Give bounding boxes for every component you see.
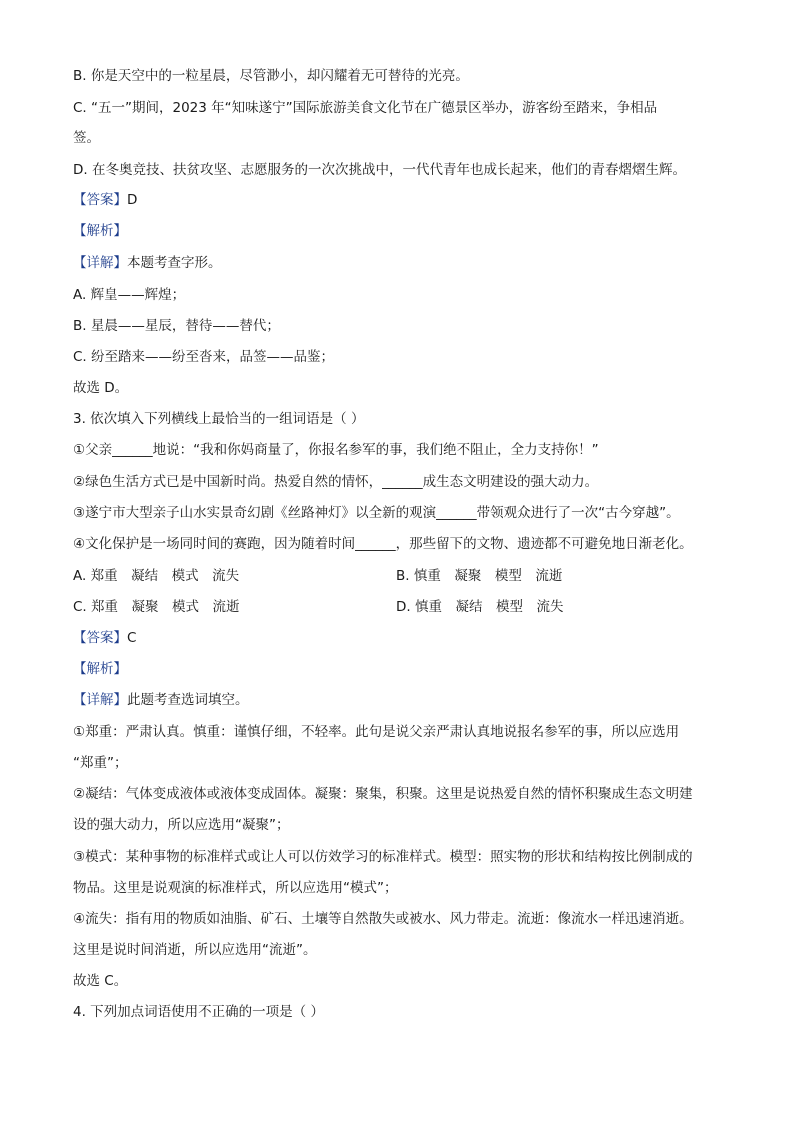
- q3-explain-1-line2: “郑重”；: [73, 755, 128, 771]
- q3-explain-2-line1: ②凝结：气体变成液体或液体变成固体。凝聚：聚集，积聚。这里是说热爱自然的情怀积聚成生态文明建: [73, 786, 693, 802]
- detail-tag: 【详解】: [73, 255, 127, 271]
- q3-conclusion: 故选 C。: [73, 973, 128, 989]
- q2-option-c-line2: 签。: [73, 130, 100, 146]
- q3-sentence-3: ③遂宁市大型亲子山水实景奇幻剧《丝路神灯》以全新的观演______带领观众进行了一次“古今穿越”。: [73, 505, 680, 521]
- q3-option-d: D. 慎重 凝结 模型 流失: [396, 599, 564, 615]
- q3-analysis-heading: [73, 659, 723, 679]
- analysis-tag: 【解析】: [73, 661, 127, 677]
- q3-explain-2-line2: 设的强大动力，所以应选用“凝聚”；: [73, 817, 290, 833]
- q3-option-c: C. 郑重 凝聚 模式 流逝: [73, 599, 240, 615]
- q4-stem: 4. 下列加点词语使用不正确的一项是（ ）: [73, 1004, 324, 1020]
- answer-tag: 【答案】: [73, 192, 127, 208]
- q2-option-c-line1: C. “五一”期间，2023 年“知味遂宁”国际旅游美食文化节在广德景区举办，游客纷至踏来，争相品: [73, 100, 658, 116]
- q2-answer: [73, 190, 723, 210]
- q3-sentence-2: ②绿色生活方式已是中国新时尚。热爱自然的情怀，______成生态文明建设的强大动力。: [73, 474, 599, 490]
- detail-text: 此题考查选词填空。: [127, 692, 249, 708]
- q2-conclusion: 故选 D。: [73, 380, 129, 396]
- q3-explain-3-line2: 物品。这里是说观演的标准样式，所以应选用“模式”；: [73, 880, 398, 896]
- q2-fix-c: C. 纷至踏来——纷至沓来，品签——品鉴；: [73, 349, 335, 365]
- q2-detail: [73, 253, 723, 273]
- detail-text: 本题考查字形。: [127, 255, 222, 271]
- q2-analysis-heading: [73, 221, 723, 241]
- q3-explain-1-line1: ①郑重：严肃认真。慎重：谨慎仔细，不轻率。此句是说父亲严肃认真地说报名参军的事，所以应选用: [73, 724, 680, 740]
- q3-option-b: B. 慎重 凝聚 模型 流逝: [396, 568, 563, 584]
- analysis-tag: 【解析】: [73, 223, 127, 239]
- q3-option-a: A. 郑重 凝结 模式 流失: [73, 568, 240, 584]
- answer-value: D: [127, 192, 138, 208]
- q3-answer: [73, 628, 723, 648]
- q2-option-d: D. 在冬奥竞技、扶贫攻坚、志愿服务的一次次挑战中，一代代青年也成长起来，他们的青春熠熠生辉。: [73, 162, 686, 178]
- answer-tag: 【答案】: [73, 630, 127, 646]
- q2-fix-a: A. 辉皇——辉煌；: [73, 287, 186, 303]
- detail-tag: 【详解】: [73, 692, 127, 708]
- q3-detail: [73, 690, 723, 710]
- answer-value: C: [127, 630, 137, 646]
- q3-sentence-4: ④文化保护是一场同时间的赛跑，因为随着时间______，那些留下的文物、遗迹都不可避免地日渐老化。: [73, 536, 693, 552]
- q3-sentence-1: ①父亲______地说：“我和你妈商量了，你报名参军的事，我们绝不阻止，全力支持你！”: [73, 442, 599, 458]
- q3-explain-3-line1: ③模式：某种事物的标准样式或让人可以仿效学习的标准样式。模型：照实物的形状和结构按比例制成的: [73, 849, 693, 865]
- q2-option-b: B. 你是天空中的一粒星晨，尽管渺小，却闪耀着无可替待的光亮。: [73, 68, 469, 84]
- q2-fix-b: B. 星晨——星辰，替待——替代；: [73, 318, 280, 334]
- q3-explain-4-line2: 这里是说时间消逝，所以应选用“流逝”。: [73, 942, 317, 958]
- q3-explain-4-line1: ④流失：指有用的物质如油脂、矿石、土壤等自然散失或被水、风力带走。流逝：像流水一样迅速消逝。: [73, 911, 693, 927]
- q3-stem: 3. 依次填入下列横线上最恰当的一组词语是（ ）: [73, 411, 365, 427]
